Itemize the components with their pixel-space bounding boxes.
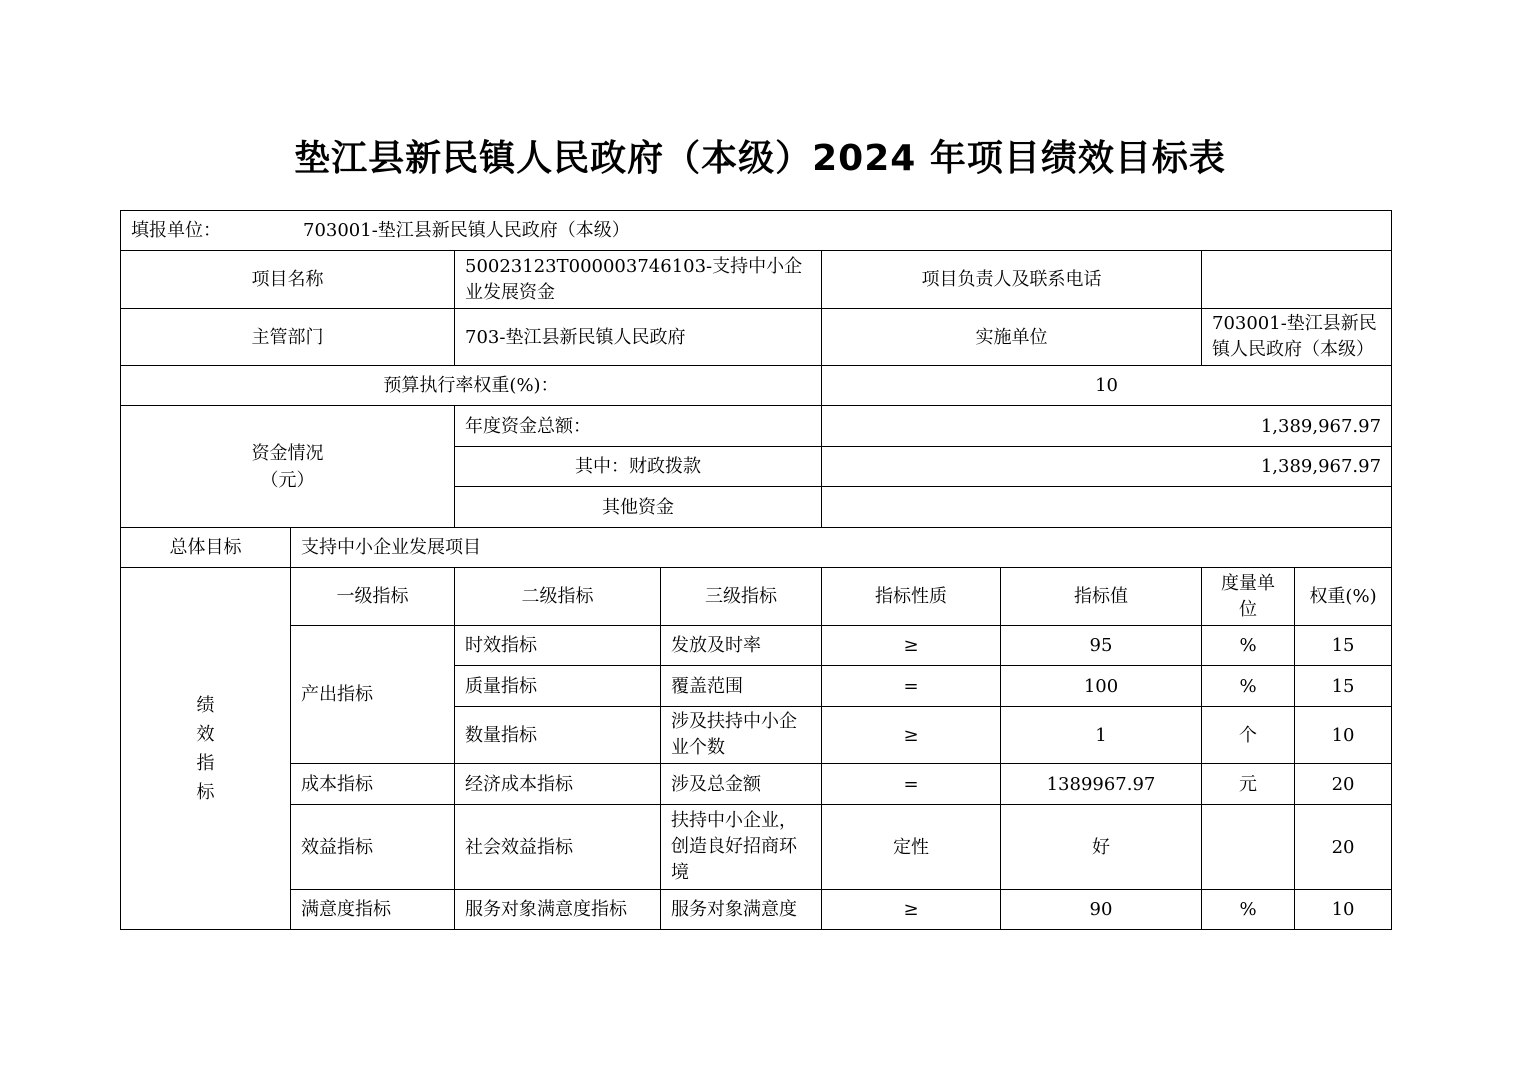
cell-level1: 成本指标	[291, 764, 455, 805]
cell-value: 1389967.97	[1001, 764, 1202, 805]
table-row	[121, 890, 1392, 930]
cell-nature: ≥	[822, 890, 1001, 930]
cell-level3: 服务对象满意度	[661, 890, 822, 930]
indicators-section-label: 绩效指标	[121, 568, 291, 930]
cell-value: 好	[1001, 805, 1202, 890]
budget-rate-value: 10	[822, 366, 1392, 406]
budget-rate-label: 预算执行率权重(%)：	[121, 366, 822, 406]
funds-total-label: 年度资金总额：	[455, 406, 822, 447]
contact-label: 项目负责人及联系电话	[822, 251, 1202, 309]
cell-nature: ≥	[822, 707, 1001, 764]
funds-other-label: 其他资金	[455, 487, 822, 528]
header-level3: 三级指标	[661, 568, 822, 626]
cell-weight: 20	[1295, 764, 1392, 805]
cell-nature: 定性	[822, 805, 1001, 890]
header-weight: 权重(%)	[1295, 568, 1392, 626]
cell-unit: 个	[1202, 707, 1295, 764]
performance-table	[120, 210, 1392, 930]
cell-nature: ≥	[822, 626, 1001, 666]
cell-level2: 时效指标	[455, 626, 661, 666]
cell-weight: 10	[1295, 707, 1392, 764]
cell-level2: 经济成本指标	[455, 764, 661, 805]
cell-unit: 元	[1202, 764, 1295, 805]
cell-level1: 产出指标	[291, 626, 455, 764]
impl-value: 703001-垫江县新民镇人民政府（本级）	[1202, 309, 1392, 366]
cell-level3: 覆盖范围	[661, 666, 822, 707]
cell-value: 100	[1001, 666, 1202, 707]
dept-value: 703-垫江县新民镇人民政府	[455, 309, 822, 366]
cell-nature: =	[822, 666, 1001, 707]
funds-total-value: 1,389,967.97	[822, 406, 1392, 447]
impl-label: 实施单位	[822, 309, 1202, 366]
cell-level3: 涉及扶持中小企业个数	[661, 707, 822, 764]
header-value: 指标值	[1001, 568, 1202, 626]
goal-value: 支持中小企业发展项目	[291, 528, 1392, 568]
dept-label: 主管部门	[121, 309, 455, 366]
unit-row	[121, 211, 1392, 251]
header-unit: 度量单位	[1202, 568, 1295, 626]
cell-level2: 服务对象满意度指标	[455, 890, 661, 930]
cell-unit: %	[1202, 626, 1295, 666]
cell-nature: =	[822, 764, 1001, 805]
cell-value: 95	[1001, 626, 1202, 666]
cell-level2: 数量指标	[455, 707, 661, 764]
cell-level3: 涉及总金额	[661, 764, 822, 805]
unit-label: 填报单位：	[131, 220, 221, 241]
cell-level1: 效益指标	[291, 805, 455, 890]
funds-label: 资金情况（元）	[121, 406, 455, 528]
cell-unit: %	[1202, 666, 1295, 707]
cell-unit	[1202, 805, 1295, 890]
cell-level2: 质量指标	[455, 666, 661, 707]
cell-weight: 15	[1295, 666, 1392, 707]
cell-level3: 发放及时率	[661, 626, 822, 666]
table-row	[121, 805, 1392, 890]
cell-value: 90	[1001, 890, 1202, 930]
page-title: 垫江县新民镇人民政府（本级）2024 年项目绩效目标表	[294, 138, 1226, 179]
cell-value: 1	[1001, 707, 1202, 764]
header-level2: 二级指标	[455, 568, 661, 626]
goal-label: 总体目标	[121, 528, 291, 568]
cell-weight: 15	[1295, 626, 1392, 666]
project-name-label: 项目名称	[121, 251, 455, 309]
cell-weight: 10	[1295, 890, 1392, 930]
header-level1: 一级指标	[291, 568, 455, 626]
table-row	[121, 626, 1392, 666]
header-nature: 指标性质	[822, 568, 1001, 626]
contact-value	[1202, 251, 1392, 309]
cell-weight: 20	[1295, 805, 1392, 890]
unit-value: 703001-垫江县新民镇人民政府（本级）	[303, 220, 630, 241]
cell-level1: 满意度指标	[291, 890, 455, 930]
funds-fiscal-value: 1,389,967.97	[822, 447, 1392, 487]
project-name-value: 50023123T000003746103-支持中小企业发展资金	[455, 251, 822, 309]
cell-level3: 扶持中小企业，创造良好招商环境	[661, 805, 822, 890]
funds-other-value	[822, 487, 1392, 528]
cell-level2: 社会效益指标	[455, 805, 661, 890]
cell-unit: %	[1202, 890, 1295, 930]
table-row	[121, 764, 1392, 805]
funds-fiscal-label: 其中：财政拨款	[455, 447, 822, 487]
